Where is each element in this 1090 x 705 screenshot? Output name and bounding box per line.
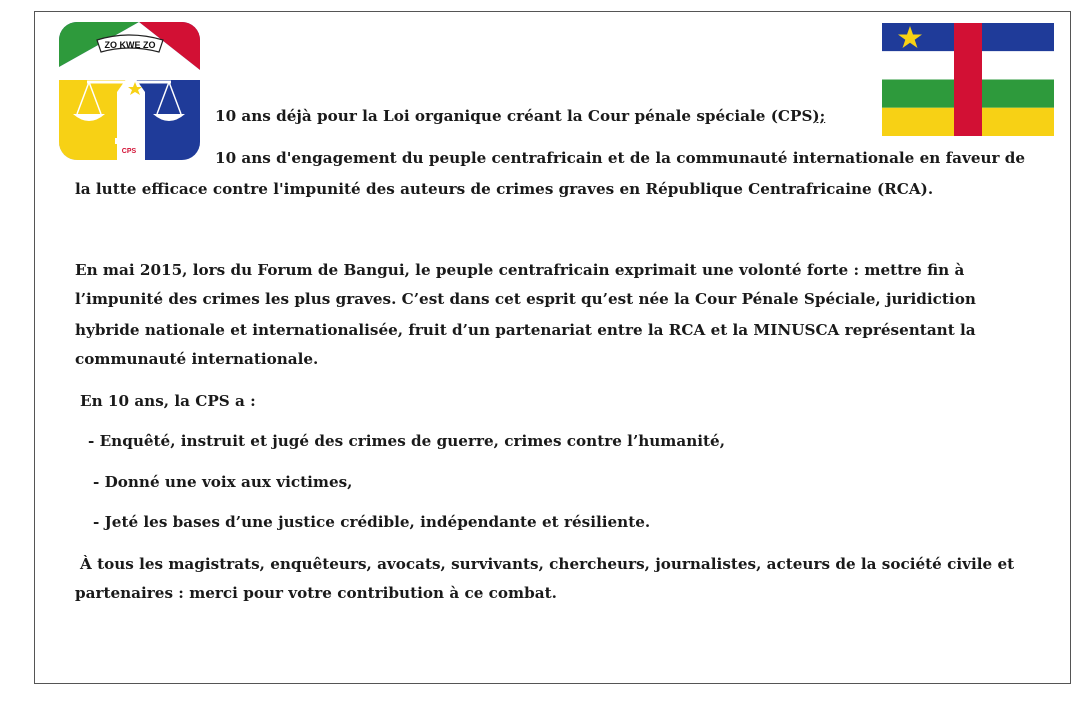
intro-line-3: la lutte efficace contre l'impunité des auteurs de crimes graves en République Centrafricaine (RCA). [75,180,934,198]
cps-logo [59,22,200,160]
intro-line-1-end: ); [812,107,826,125]
intro-line-2: 10 ans d'engagement du peuple centrafricain et de la communauté internationale en faveur de [215,149,1026,167]
intro-line-1-main: 10 ans déjà pour la Loi organique créant la Cour pénale spéciale (CPS [215,107,813,125]
logo-cps-text: CPS [121,148,137,155]
intro-line-1 [215,101,825,132]
paragraph-line: hybride nationale et internationalisée, fruit d’un partenariat entre la RCA et la MINUSCA représentant la [75,321,976,339]
closing-line: À tous les magistrats, enquêteurs, avocats, survivants, chercheurs, journalistes, acteurs de la société civile et [80,555,1015,573]
paragraph-line: communauté internationale. [75,350,319,368]
list-item: - Donné une voix aux victimes, [93,473,353,491]
paragraph-line: l’impunité des crimes les plus graves. C’est dans cet esprit qu’est née la Cour Pénale Spéciale, juridiction [75,290,976,308]
paragraph-line: En mai 2015, lors du Forum de Bangui, le peuple centrafricain exprimait une volonté forte : mettre fin à [75,261,965,279]
car-flag-image [882,23,1054,136]
list-item: - Jeté les bases d’une justice crédible, indépendante et résiliente. [93,513,651,531]
list-intro: En 10 ans, la CPS a : [80,392,256,410]
list-item: - Enquêté, instruit et jugé des crimes de guerre, crimes contre l’humanité, [88,432,725,450]
logo-banner-text: ZO KWE ZO [104,40,156,50]
closing-line: partenaires : merci pour votre contribution à ce combat. [75,584,557,602]
